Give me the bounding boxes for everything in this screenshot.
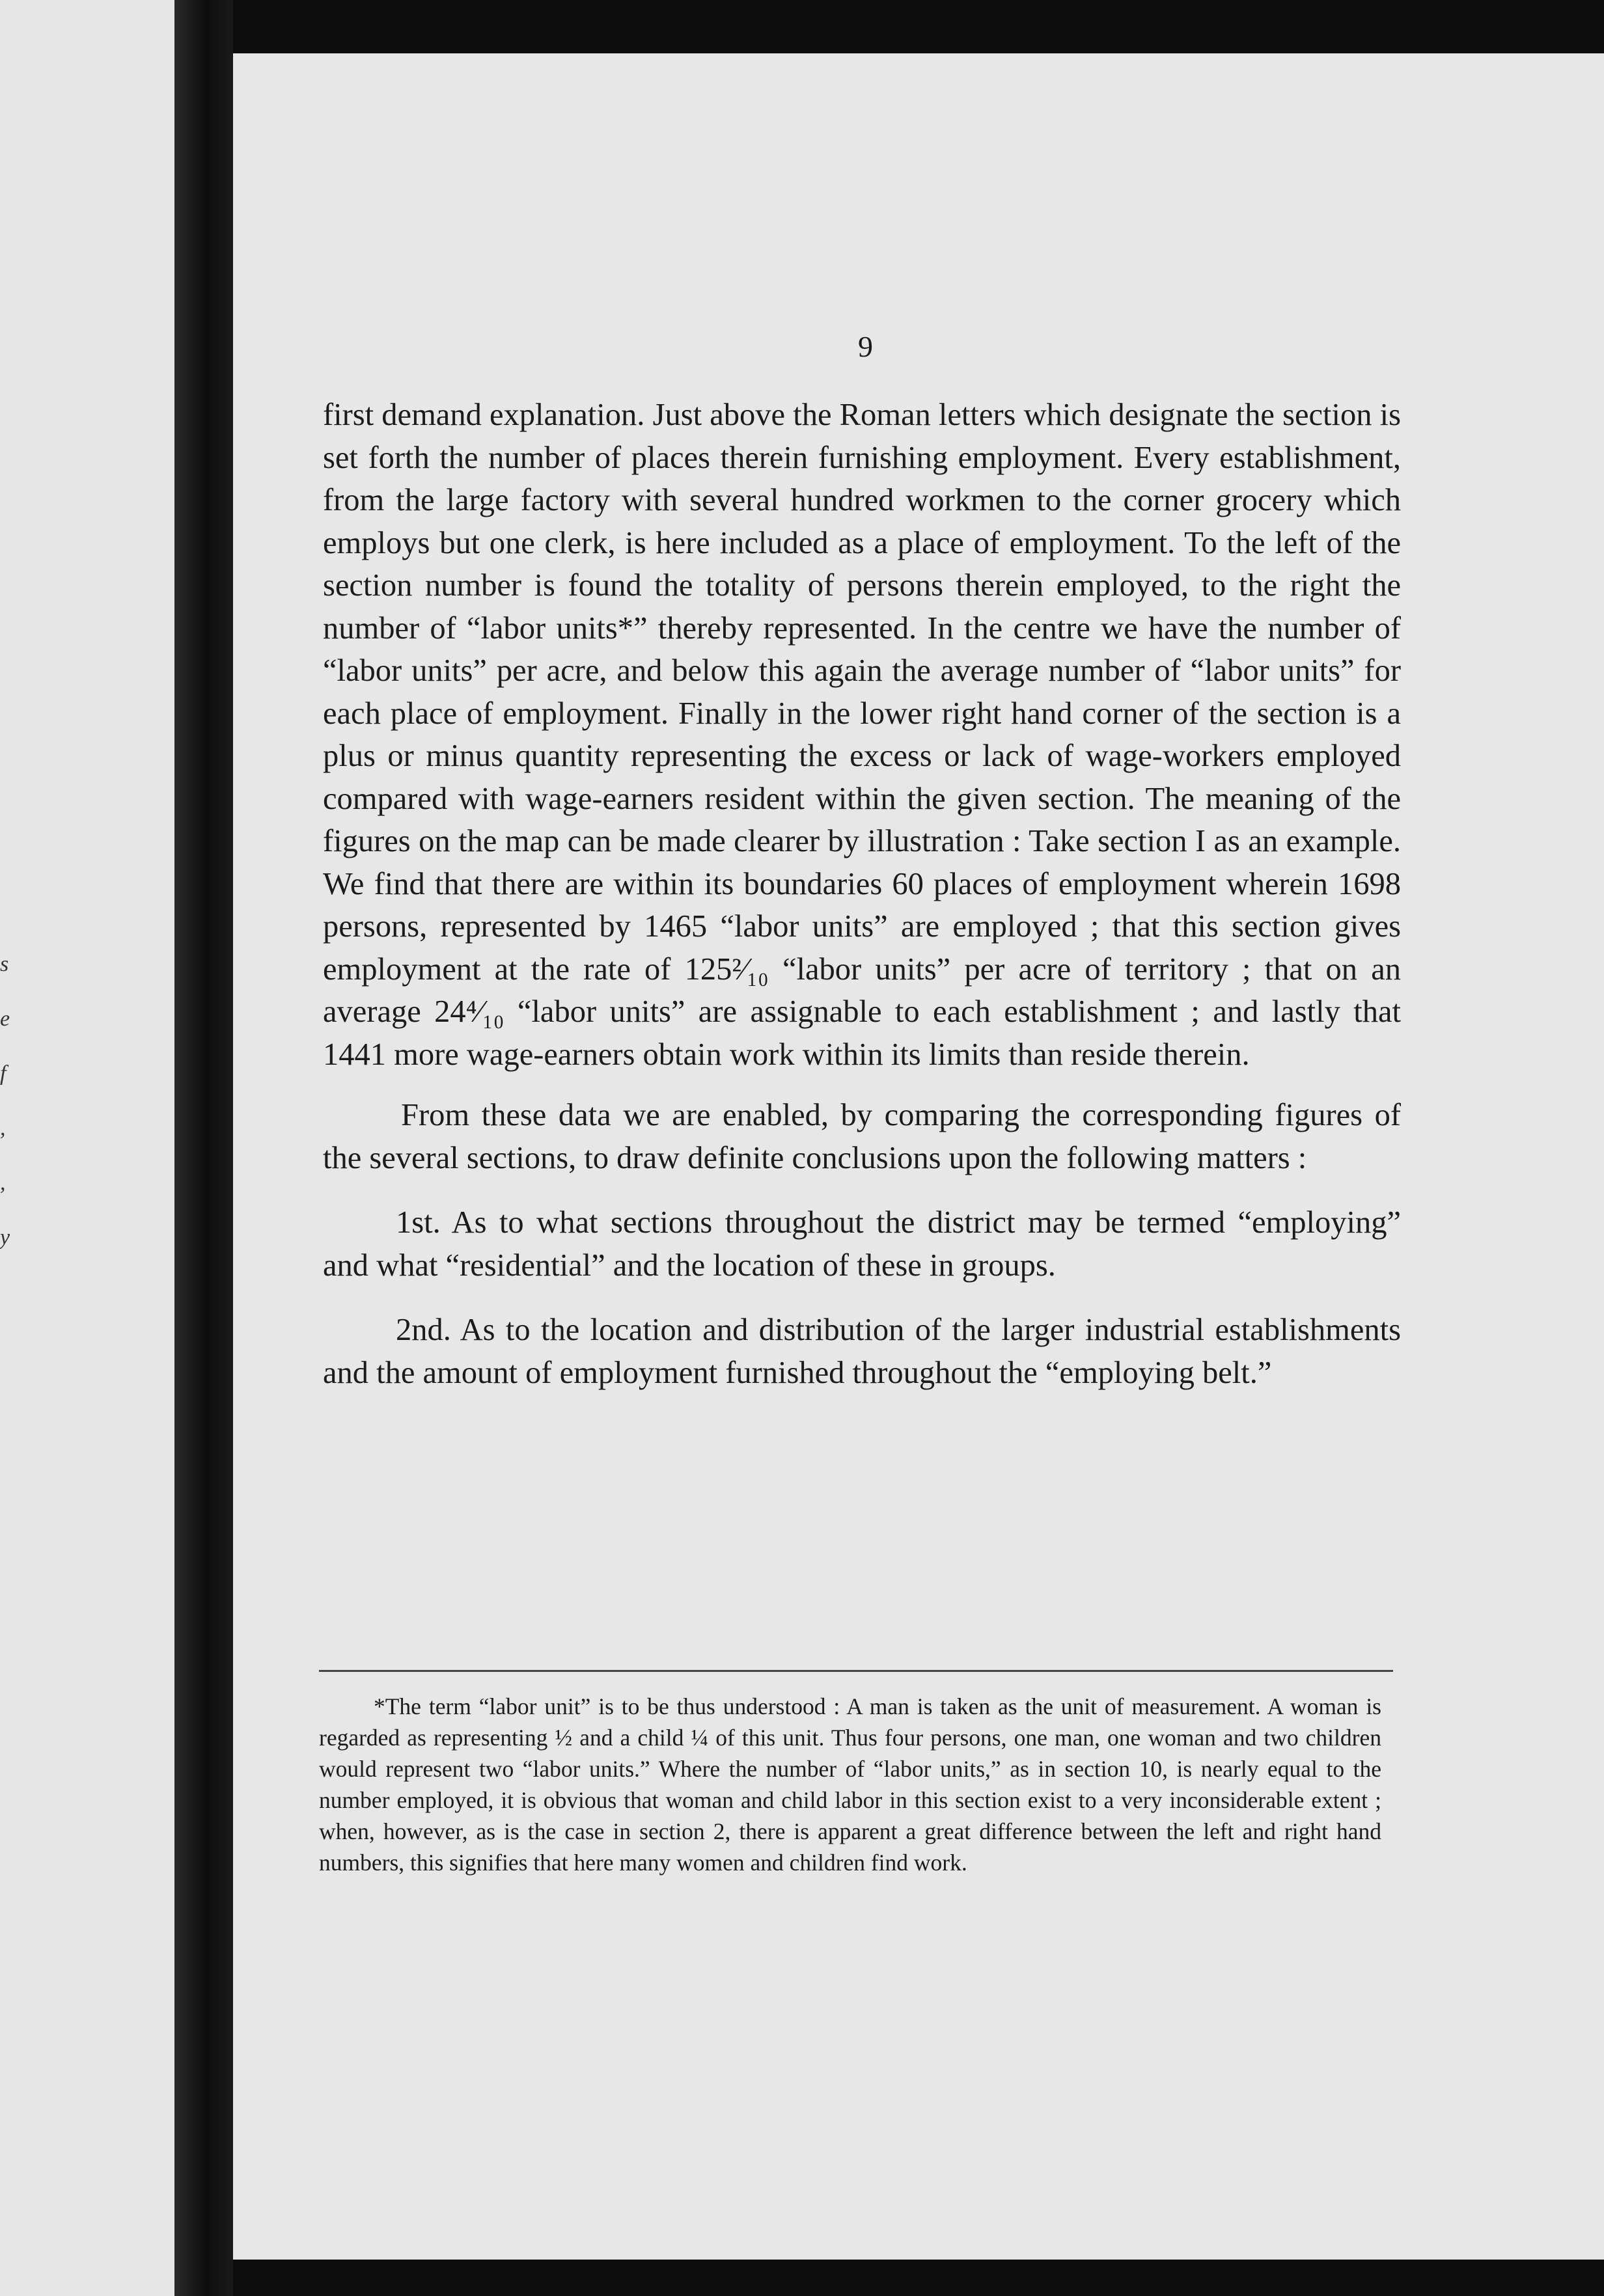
facing-page-mark: e <box>0 1007 10 1031</box>
facing-page-edge <box>0 0 174 2296</box>
book-gutter <box>174 0 233 2296</box>
page-number: 9 <box>858 330 873 363</box>
body-text <box>323 394 1401 1394</box>
facing-page-mark: s <box>0 952 9 976</box>
paragraph: first demand explanation. Just above the Roman letters which designate the section is set forth the number of places therein furnishing employment. Every establishment, from the large factory with several hundred workmen to the corner grocery which employs but one clerk, is here included as a place of employment. To the left of the section number is found the totality of persons therein employed, to the right the number of “labor units*” thereby represented. In the centre we have the number of “labor units” per acre, and below this again the average number of “labor units” for each place of employment. Finally in the lower right hand corner of the section is a plus or minus quantity representing the excess or lack of wage-workers employed compared with wage-earners resident within the given section. The meaning of the figures on the map can be made clearer by illustration : Take section I as an example. We find that there are within its boundaries 60 places of employment wherein 1698 persons, represented by 1465 “labor units” are employed ; that this section gives employment at the rate of 125²⁄₁₀ “labor units” per acre of territory ; that on an average 24⁴⁄₁₀ “labor units” are assignable to each establishment ; and lastly that 1441 more wage-earners obtain work within its limits than reside therein. <box>323 398 1401 1072</box>
enumerated-paragraph: 2nd. As to the location and distribution of the larger industrial establishments and the amount of employment furnished throughout the “employing belt.” <box>323 1313 1401 1390</box>
enumerated-paragraph: 1st. As to what sections throughout the district may be termed “employing” and what “residential” and the location of these in groups. <box>323 1205 1401 1283</box>
footnote-divider <box>319 1670 1393 1672</box>
facing-page-mark: , <box>0 1171 6 1195</box>
footnote-text: *The term “labor unit” is to be thus understood : A man is taken as the unit of measurement. A woman is regarded as representing ½ and a child ¼ of this unit. Thus four persons, one man, one woman and two children would represent two “labor units.” Where the number of “labor units,” as in section 10, is nearly equal to the number employed, it is obvious that woman and child labor in this section exist to a very inconsiderable extent ; when, however, as is the case in section 2, there is apparent a great difference between the left and right hand numbers, this signifies that here many women and children find work. <box>319 1693 1381 1876</box>
paragraph: From these data we are enabled, by comparing the corresponding figures of the several sections, to draw definite conclusions upon the following matters : <box>323 1098 1401 1175</box>
facing-page-mark: f <box>0 1061 7 1086</box>
facing-page-mark: y <box>0 1225 10 1250</box>
facing-page-mark: , <box>0 1116 6 1140</box>
facing-page-margin-marks <box>0 937 39 1265</box>
footnote <box>319 1691 1381 1878</box>
